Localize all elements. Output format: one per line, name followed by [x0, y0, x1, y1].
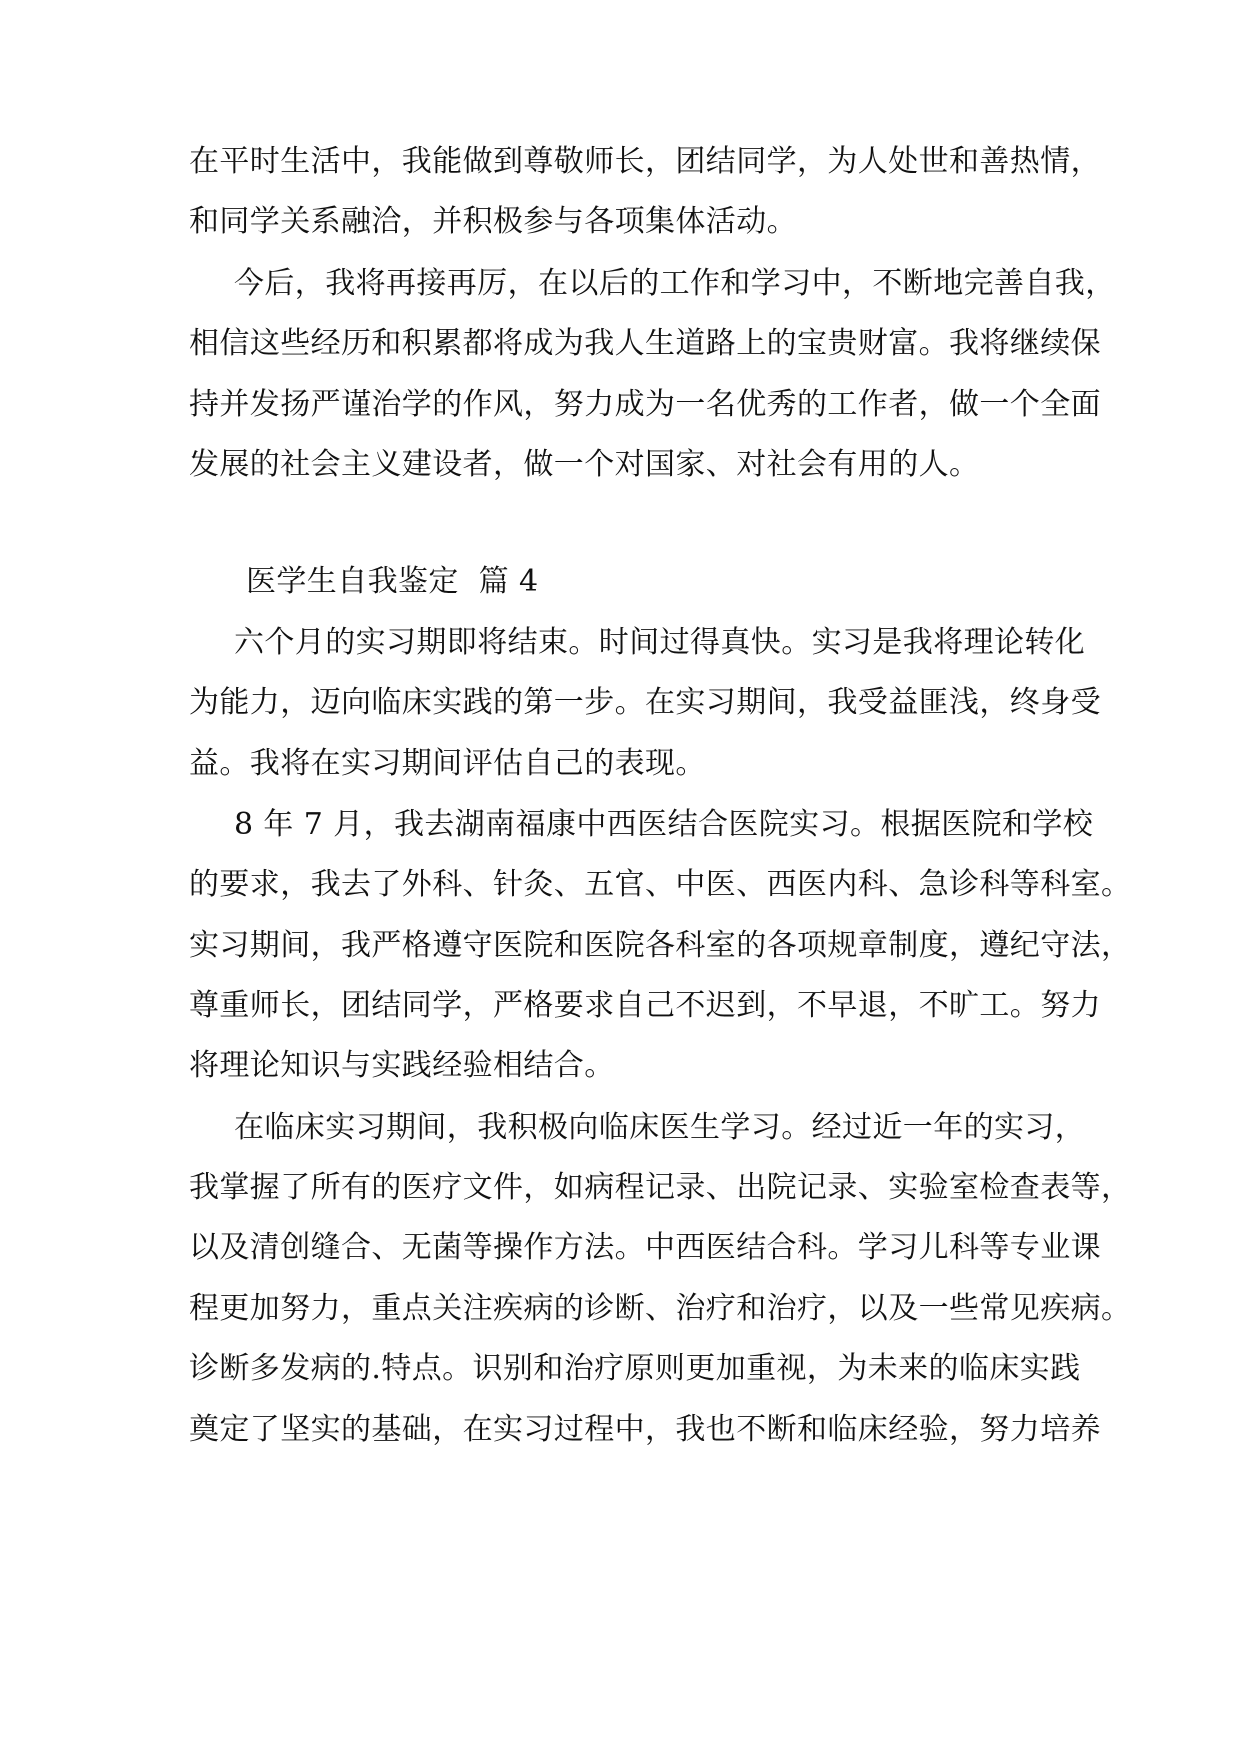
- paragraph-3-line-3: 益。我将在实习期间评估自己的表现。: [189, 746, 706, 781]
- paragraph-2-line-2: 相信这些经历和积累都将成为我人生道路上的宝贵财富。我将继续保: [189, 326, 1101, 361]
- paragraph-5-line-4: 程更加努力，重点关注疾病的诊断、治疗和治疗，以及一些常见疾病。: [189, 1291, 1132, 1326]
- paragraph-5-line-6: 奠定了坚实的基础，在实习过程中，我也不断和临床经验，努力培养: [189, 1412, 1101, 1447]
- paragraph-5-line-2: 我掌握了所有的医疗文件，如病程记录、出院记录、实验室检查表等，: [189, 1170, 1132, 1205]
- paragraph-4-line-4: 尊重师长，团结同学，严格要求自己不迟到，不早退，不旷工。努力: [189, 988, 1101, 1023]
- paragraph-2-line-4: 发展的社会主义建设者，做一个对国家、对社会有用的人。: [189, 447, 980, 482]
- paragraph-4-line-2: 的要求，我去了外科、针灸、五官、中医、西医内科、急诊科等科室。: [189, 867, 1132, 902]
- paragraph-2-line-1: 今后，我将再接再厉，在以后的工作和学习中，不断地完善自我，: [234, 266, 1116, 301]
- paragraph-3-line-2: 为能力，迈向临床实践的第一步。在实习期间，我受益匪浅，终身受: [189, 685, 1101, 720]
- paragraph-3-line-1: 六个月的实习期即将结束。时间过得真快。实习是我将理论转化: [234, 625, 1086, 660]
- paragraph-2-line-3: 持并发扬严谨治学的作风，努力成为一名优秀的工作者，做一个全面: [189, 387, 1101, 422]
- paragraph-1-line-1: 在平时生活中，我能做到尊敬师长，团结同学，为人处世和善热情，: [189, 144, 1101, 179]
- paragraph-5-line-3: 以及清创缝合、无菌等操作方法。中西医结合科。学习儿科等专业课: [189, 1230, 1101, 1265]
- paragraph-4-line-3: 实习期间，我严格遵守医院和医院各科室的各项规章制度，遵纪守法，: [189, 928, 1132, 963]
- paragraph-4-line-1: 8 年 7 月，我去湖南福康中西医结合医院实习。根据医院和学校: [234, 807, 1094, 842]
- paragraph-5-line-1: 在临床实习期间，我积极向临床医生学习。经过近一年的实习，: [234, 1110, 1086, 1145]
- section-heading: 医学生自我鉴定 篇 4: [246, 564, 539, 599]
- paragraph-5-line-5: 诊断多发病的.特点。识别和治疗原则更加重视，为未来的临床实践: [189, 1351, 1081, 1386]
- paragraph-1-line-2: 和同学关系融洽，并积极参与各项集体活动。: [189, 204, 797, 239]
- paragraph-4-line-5: 将理论知识与实践经验相结合。: [189, 1048, 615, 1083]
